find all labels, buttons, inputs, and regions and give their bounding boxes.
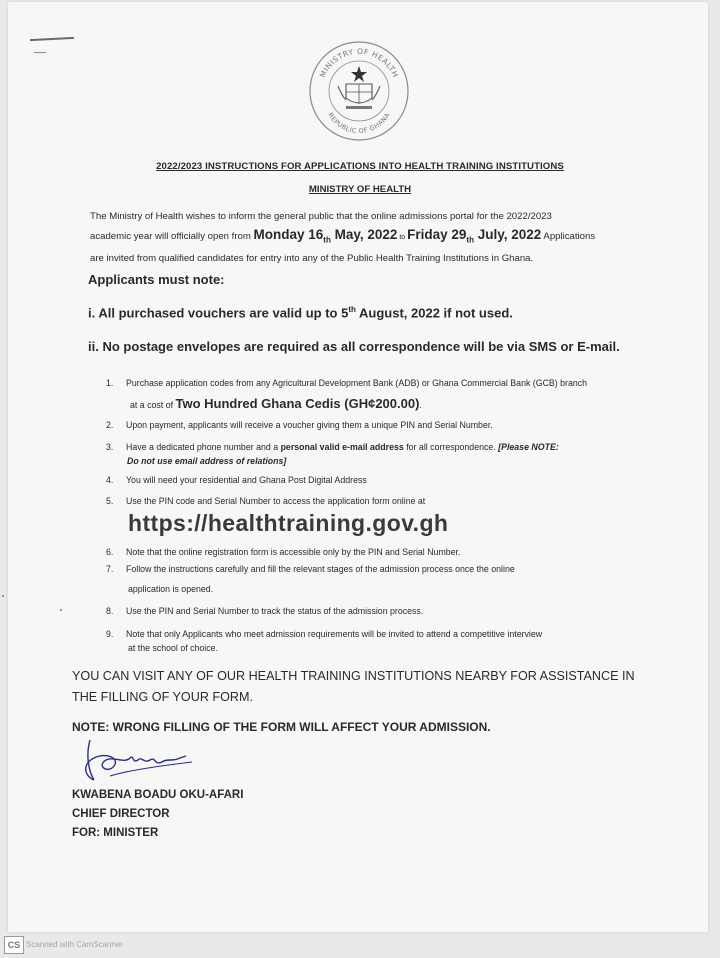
assistance-notice: YOU CAN VISIT ANY OF OUR HEALTH TRAINING INSTITUTIONS NEARBY FOR ASSISTANCE IN THE FILLING OF YOUR FORM. bbox=[72, 669, 635, 704]
application-portal-url[interactable]: https://healthtraining.gov.gh bbox=[128, 510, 449, 536]
close-date: Friday 29 bbox=[407, 227, 467, 242]
note-ii: ii. No postage envelopes are required as all correspondence will be via SMS or E-mail. bbox=[88, 339, 620, 354]
ministry-seal bbox=[308, 40, 410, 142]
list-item-continuation: Do not use email address of relations] bbox=[127, 456, 287, 466]
ministry-heading: MINISTRY OF HEALTH bbox=[308, 184, 412, 195]
scan-speck bbox=[2, 595, 4, 597]
intro-line-1: The Ministry of Health wishes to inform the general public that the online admissions portal for the 2022/2023 bbox=[90, 211, 552, 222]
signatory-name: KWABENA BOADU OKU-AFARI bbox=[72, 789, 244, 801]
intro-paragraph bbox=[90, 208, 650, 268]
notes-heading: Applicants must note: bbox=[88, 272, 225, 287]
application-cost: Two Hundred Ghana Cedis (GH¢200.00) bbox=[175, 396, 420, 411]
document-title: 2022/2023 INSTRUCTIONS FOR APPLICATIONS INTO HEALTH TRAINING INSTITUTIONS bbox=[156, 161, 564, 172]
scan-speck bbox=[60, 609, 62, 611]
warning-note: NOTE: WRONG FILLING OF THE FORM WILL AFFECT YOUR ADMISSION. bbox=[72, 720, 491, 734]
note-i: i. All purchased vouchers are valid up to 5th August, 2022 if not used. bbox=[88, 305, 513, 321]
svg-text:REPUBLIC OF GHANA bbox=[326, 111, 391, 135]
list-item-continuation: at a cost of Two Hundred Ghana Cedis (GH¢200.00). bbox=[130, 396, 422, 411]
signature bbox=[80, 736, 200, 788]
list-item-continuation: at the school of choice. bbox=[128, 643, 218, 653]
intro-line-3: are invited from qualified candidates for entry into any of the Public Health Training Institutions in Ghana. bbox=[90, 252, 534, 264]
seal-top-text: MINISTRY OF HEALTH bbox=[317, 46, 401, 80]
signatory-for: FOR: MINISTER bbox=[72, 827, 159, 839]
open-date: Monday 16 bbox=[253, 227, 324, 242]
list-item-continuation: application is opened. bbox=[128, 584, 214, 594]
signatory-title: CHIEF DIRECTOR bbox=[72, 808, 170, 820]
seal-bottom-text: REPUBLIC OF GHANA bbox=[326, 111, 392, 136]
intro-line-2: academic year will officially open from Monday $16_{th}$ May, 2022 to Friday $29_{th}$ July, 2022 Applications bbox=[90, 227, 596, 245]
pen-mark-small bbox=[34, 52, 46, 53]
scanner-watermark: Scanned with CamScanner bbox=[26, 940, 123, 949]
camscanner-logo-icon: CS bbox=[4, 936, 24, 954]
